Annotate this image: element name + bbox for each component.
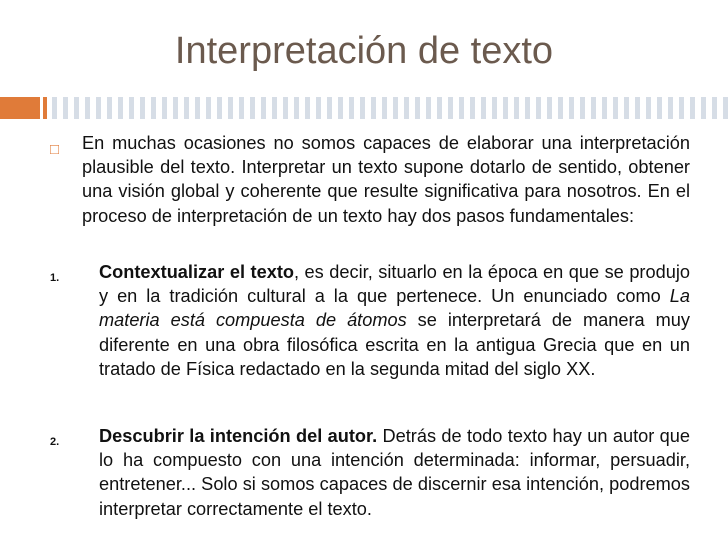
divider-dotted-line [52,97,728,119]
list-item-1-italic: La materia está compuesta de átomos [99,286,690,331]
list-number-1: 1. [50,272,60,284]
divider-accent-block [0,97,40,119]
list-item-2-text-a: Detrás de todo texto hay un autor que lo ha compuesto con una intención determinada: informar, persuadir, entretener... Solo si somos capaces de discernir esa intención, podremos interpretar correctamente el texto. [99,426,690,519]
list-number-2: 2. [50,436,60,448]
list-item-2 [99,424,690,521]
list-item-1-text-b: se interpretará de manera muy diferente en una obra filosófica escrita en la antigua Grecia que en un tratado de Física redactado en la segunda mitad del siglo XX. [99,310,690,379]
intro-paragraph: En muchas ocasiones no somos capaces de elaborar una interpretación plausible del texto. Interpretar un texto supone dotarlo de sentido, obtener una visión global y coherente que resulte significativa para nosotros. En el proceso de interpretación de un texto hay dos pasos fundamentales: [82,133,690,226]
list-item-2-lead: Descubrir la intención del autor. [99,426,378,446]
slide-title: Interpretación de texto [174,30,554,72]
title-divider [0,97,728,123]
list-item-1-text-a: , es decir, situarlo en la época en que se produjo y en la tradición cultural a la que pertenece. Un enunciado como [99,262,690,307]
divider-accent-strip [43,97,47,119]
square-bullet-icon: □ [50,141,60,158]
list-item-1 [99,260,690,381]
list-item-1-lead: Contextualizar el texto [99,262,294,282]
